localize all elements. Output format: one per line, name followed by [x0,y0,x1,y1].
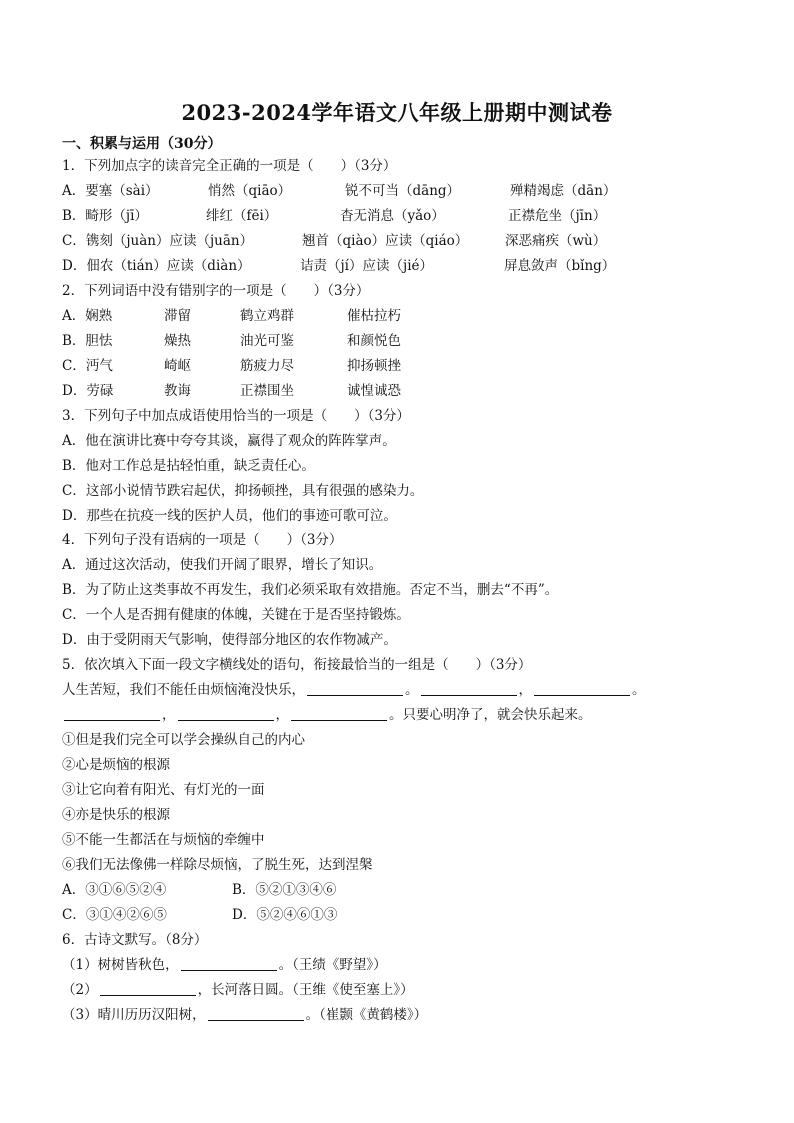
q2-c-item: 筋疲力尽 [240,358,294,374]
question-6-stem: 6．古诗文默写。（8分） [62,932,208,948]
q6-line-3 [62,1006,427,1024]
punctuation: ， [518,682,532,698]
fill-blank[interactable] [208,1006,304,1021]
q5-item-1: ①但是我们完全可以学会操纵自己的内心 [62,732,305,748]
punctuation: ， [162,707,176,723]
q1-c-item: C．镌刻（juàn）应读（juān） [62,233,254,249]
q5-choice-c: C．③①④②⑥⑤ [62,907,167,923]
q2-d-item: 正襟围坐 [240,383,294,399]
question-4-stem: 4．下列句子没有语病的一项是（ ）（3分） [62,532,343,548]
q2-option-b [62,332,762,350]
q2-option-c [62,357,762,375]
q6-text: ，长河落日圆。（王维《使至塞上》） [197,982,414,998]
q2-a-item: 催枯拉朽 [347,308,401,324]
q5-choice-d: D．⑤②④⑥①③ [232,907,338,923]
question-2-stem: 2．下列词语中没有错别字的一项是（ ）（3分） [62,283,370,299]
q4-option-a: A．通过这次活动，使我们开阔了眼界，增长了知识。 [62,557,383,573]
q1-d-item: 屏息敛声（bǐng） [504,258,616,274]
q2-a-item: 鹤立鸡群 [240,308,294,324]
q1-option-b [62,207,762,225]
fill-blank[interactable] [307,681,403,696]
q1-d-item: 诘责（jí）应读（jié） [300,258,433,274]
question-3-stem: 3．下列句子中加点成语使用恰当的一项是（ ）（3分） [62,408,410,424]
q5-item-4: ④亦是快乐的根源 [62,807,170,823]
q6-text: （2） [62,982,98,998]
q5-item-2: ②心是烦恼的根源 [62,757,170,773]
q1-option-d [62,257,762,275]
q1-option-c [62,232,762,250]
q6-text: （1）树树皆秋色， [62,957,179,973]
q3-option-b: B．他对工作总是拈轻怕重，缺乏责任心。 [62,458,315,474]
section-heading: 一、积累与运用（30分） [62,136,222,152]
question-5-stem: 5．依次填入下面一段文字横线处的语句，衔接最恰当的一组是（ ）（3分） [62,657,532,673]
q3-option-d: D．那些在抗疫一线的医护人员，他们的事迹可歌可泣。 [62,508,397,524]
q5-item-5: ⑤不能一生都活在与烦恼的牵缠中 [62,832,265,848]
q5-paragraph-line-1 [62,681,646,699]
q5-choices-row-1 [62,881,762,899]
q2-a-item: 滞留 [164,308,191,324]
q4-option-c: C．一个人是否拥有健康的体魄，关键在于是否坚持锻炼。 [62,607,410,623]
q5-choice-b: B．⑤②①③④⑥ [232,882,337,898]
q5-item-3: ③让它向着有阳光、有灯光的一面 [62,782,265,798]
q2-b-item: 和颜悦色 [347,333,401,349]
fill-blank[interactable] [421,681,517,696]
q1-b-item: B．畸形（jī） [62,208,148,224]
q1-d-item: D．佃农（tián）应读（diàn） [62,258,251,274]
q4-option-d: D．由于受阴雨天气影响，使得部分地区的农作物减产。 [62,632,397,648]
fill-blank[interactable] [181,956,277,971]
q4-option-b: B．为了防止这类事故不再发生，我们必须采取有效措施。否定不当，删去“不再”。 [62,582,559,598]
q1-c-item: 深恶痛疾（wù） [505,233,607,249]
q2-b-item: 油光可鉴 [240,333,294,349]
q1-option-a [62,182,762,200]
q1-a-item: 殚精竭虑（dān） [510,183,617,199]
q5-item-6: ⑥我们无法像佛一样除尽烦恼，了脱生死，达到涅槃 [62,857,373,873]
q2-option-d [62,382,762,400]
q5-paragraph-line-2 [62,706,592,724]
fill-blank[interactable] [291,706,387,721]
q3-option-a: A．他在演讲比赛中夸夸其谈，赢得了观众的阵阵掌声。 [62,433,396,449]
q1-a-item: 锐不可当（dāng） [345,183,461,199]
q2-option-a [62,307,762,325]
fill-blank[interactable] [100,981,196,996]
q5-choice-a: A．③①⑥⑤②④ [62,882,167,898]
q2-b-item: 燥热 [164,333,191,349]
q6-text: 。（崔颢《黄鹤楼》） [305,1007,428,1023]
punctuation: ， [275,707,289,723]
q1-a-item: 悄然（qiāo） [208,183,292,199]
q1-b-item: 绯红（fēi） [206,208,278,224]
q2-c-item: C．沔气 [62,358,113,374]
q2-d-item: 诚惶诚恐 [347,383,401,399]
exam-title: 2023-2024学年语文八年级上册期中测试卷 [181,100,613,125]
q6-line-1 [62,956,387,974]
punctuation: 。 [405,682,419,698]
q2-d-item: 教诲 [164,383,191,399]
q1-b-item: 正襟危坐（jīn） [508,208,607,224]
punctuation: 。 [632,682,646,698]
q1-b-item: 杳无消息（yǎo） [340,208,445,224]
q2-a-item: A．娴熟 [62,308,113,324]
q2-b-item: B．胆怯 [62,333,113,349]
fill-blank[interactable] [534,681,630,696]
question-1-stem: 1．下列加点字的读音完全正确的一项是（ ）（3分） [62,158,397,174]
q5-para-text: 。只要心明净了，就会快乐起来。 [389,707,592,723]
q2-d-item: D．劳碌 [62,383,114,399]
q1-a-item: A．要塞（sài） [62,183,159,199]
fill-blank[interactable] [64,706,160,721]
q6-line-2 [62,981,414,999]
q5-para-text: 人生苦短，我们不能任由烦恼淹没快乐， [62,682,305,698]
q5-choices-row-2 [62,906,762,924]
q3-option-c: C．这部小说情节跌宕起伏，抑扬顿挫，具有很强的感染力。 [62,483,424,499]
q6-text: （3）晴川历历汉阳树， [62,1007,206,1023]
q2-c-item: 抑扬顿挫 [347,358,401,374]
q2-c-item: 崎岖 [164,358,191,374]
fill-blank[interactable] [178,706,274,721]
q6-text: 。（王绩《野望》） [278,957,387,973]
q1-c-item: 翘首（qiào）应读（qiáo） [302,233,469,249]
